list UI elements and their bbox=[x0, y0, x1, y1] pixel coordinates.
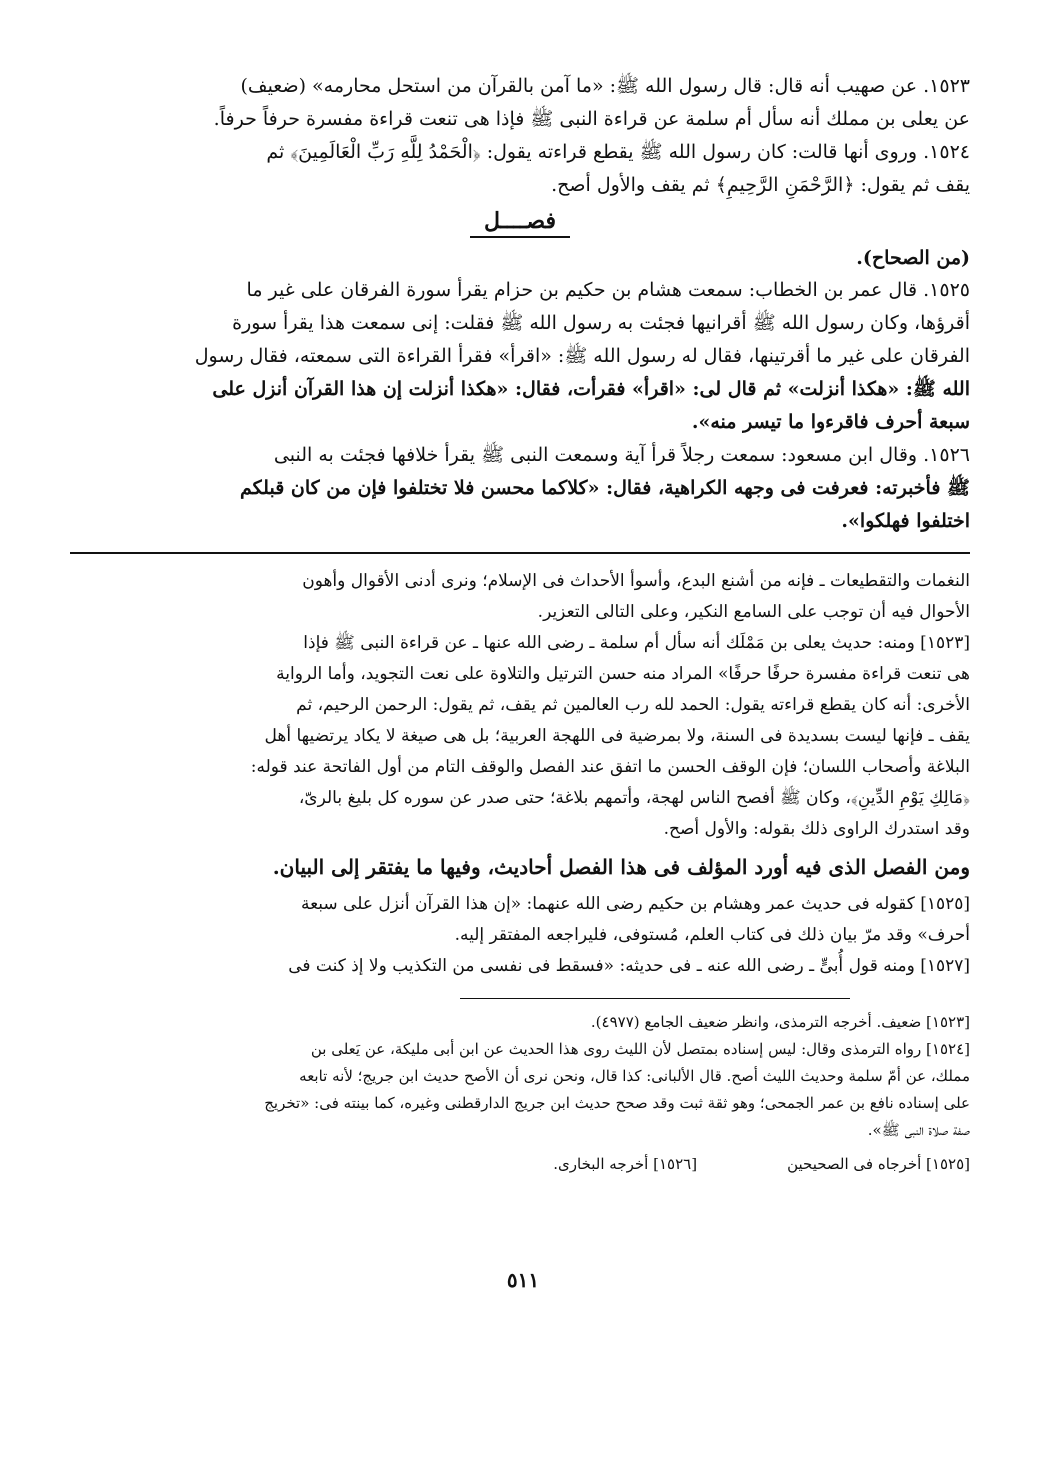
footnote-1526: [١٥٢٦] أخرجه البخارى. bbox=[553, 1155, 698, 1173]
footnote-pair bbox=[70, 1150, 970, 1178]
footnote-divider bbox=[460, 998, 850, 999]
section-heading-fasl: فصــــل bbox=[70, 208, 970, 234]
commentary-line: الأخرى: أنه كان يقطع قراءته يقول: الحمد لله رب العالمين ثم يقف، ثم يقول: الرحمن الرحيم، ثم bbox=[296, 695, 970, 715]
footnote-line: [١٥٢٤] رواه الترمذى وقال: ليس إسناده بمتصل لأن الليث روى هذا الحديث عن ابن أبى مليكة، عن يَعلى بن bbox=[310, 1040, 970, 1058]
main-line: ١٥٢٣. عن صهيب أنه قال: قال رسول الله ﷺ: «ما آمن بالقرآن من استحل محارمه» (ضعيف) bbox=[240, 75, 970, 97]
footnotes bbox=[70, 1009, 970, 1178]
main-line: الفرقان على غير ما أقرتينها، فقال له رسول الله ﷺ: «اقرأ» فقرأ القراءة التى سمعته، فقال رسول bbox=[194, 345, 970, 367]
commentary-line: وقد استدرك الراوى ذلك بقوله: والأول أصح. bbox=[663, 819, 970, 839]
commentary-line: أحرف» وقد مرّ بيان ذلك فى كتاب العلم، مُستوفى، فليراجعه المفتقر إليه. bbox=[454, 925, 970, 945]
main-line: ﷺ فأخبرته: فعرفت فى وجهه الكراهية، فقال: «كلاكما محسن فلا تختلفوا فإن من كان قبلكم bbox=[240, 477, 970, 499]
hadith-block-2 bbox=[70, 274, 970, 538]
commentary-line: ﴿مَالِكِ يَوْمِ الدِّينِ﴾، وكان ﷺ أفصح الناس لهجة، وأتمهم بلاغة؛ حتى صدر عن سوره كل بليغ بالرىّ، bbox=[298, 788, 970, 808]
main-line: ١٥٢٥. قال عمر بن الخطاب: سمعت هشام بن حكيم بن حزام يقرأ سورة الفرقان على غير ما bbox=[246, 279, 970, 301]
footnote-line: مملك، عن أمّ سلمة وحديث الليث أصح. قال الألبانى: كذا قال، ونحن نرى أن الأصح حديث ابن جريج؛ لأنه تابعه bbox=[299, 1067, 970, 1085]
commentary-line: الأحوال فيه أن توجب على السامع النكير، وعلى التالى التعزير. bbox=[537, 602, 970, 622]
main-line: الله ﷺ: «هكذا أنزلت» ثم قال لى: «اقرأ» فقرأت، فقال: «هكذا أنزلت إن هذا القرآن أنزل على bbox=[212, 378, 970, 400]
main-line: اختلفوا فهلكوا». bbox=[841, 510, 970, 532]
commentary-line: [١٥٢٣] ومنه: حديث يعلى بن مَمْلَك أنه سأل أم سلمة ـ رضى الله عنها ـ عن قراءة النبى ﷺ فإذا bbox=[303, 633, 970, 653]
commentary-line: هى تنعت قراءة مفسرة حرفًا حرفًا» المراد منه حسن الترتيل والتلاوة على نعت التجويد، وأما الرواية bbox=[276, 664, 970, 684]
page-body bbox=[70, 70, 970, 1178]
main-line: عن يعلى بن مملك أنه سأل أم سلمة عن قراءة النبى ﷺ فإذا هى تنعت قراءة مفسرة حرفاً حرفاً. bbox=[213, 108, 970, 130]
commentary-section-heading: ومن الفصل الذى فيه أورد المؤلف فى هذا الفصل أحاديث، وفيها ما يفتقر إلى البيان. bbox=[272, 855, 970, 879]
commentary-block bbox=[70, 566, 970, 982]
commentary-line: النغمات والتقطيعات ـ فإنه من أشنع البدع، وأسوأ الأحداث فى الإسلام؛ ونرى أدنى الأقوال وأهون bbox=[302, 571, 970, 591]
commentary-line: [١٥٢٧] ومنه قول أُبىٍّ ـ رضى الله عنه ـ فى حديثه: «فسقط فى نفسى من التكذيب ولا إذ كنت فى bbox=[288, 956, 970, 976]
footnote-line: [١٥٢٣] ضعيف. أخرجه الترمذى، وانظر ضعيف الجامع (٤٩٧٧). bbox=[590, 1013, 970, 1031]
main-line: سبعة أحرف فاقرءوا ما تيسر منه». bbox=[691, 411, 970, 433]
main-line: ١٥٢٤. وروى أنها قالت: كان رسول الله ﷺ يقطع قراءته يقول: ﴿الْحَمْدُ لِلَّهِ رَبِّ الْعَالَمِينَ﴾ ثم bbox=[266, 141, 970, 163]
page-number: ٥١١ bbox=[506, 1268, 540, 1292]
commentary-line: البلاغة وأصحاب اللسان؛ فإن الوقف الحسن ما اتفق عند الفصل والوقف التام من أول الفاتحة عند قوله: bbox=[250, 757, 970, 777]
section-subheading: (من الصحاح). bbox=[856, 247, 970, 269]
footnote-line: على إسناده نافع بن عمر الجمحى؛ وهو ثقة ثبت وقد صحح حديث ابن جريج الدارقطنى وغيره، كما بينته فى: «تخريج bbox=[264, 1094, 970, 1112]
footnote-1525: [١٥٢٥] أخرجاه فى الصحيحين bbox=[787, 1155, 970, 1173]
divider bbox=[70, 552, 970, 554]
main-line: يقف ثم يقول: ﴿الرَّحْمَنِ الرَّحِيمِ﴾ ثم يقف والأول أصح. bbox=[551, 174, 970, 196]
commentary-line: يقف ـ فإنها ليست بسديدة فى السنة، ولا بمرضية فى اللهجة العربية؛ بل هى صيغة لا يكاد يرتضيها أهل bbox=[264, 726, 970, 746]
hadith-block-1 bbox=[70, 70, 970, 202]
main-line: ١٥٢٦. وقال ابن مسعود: سمعت رجلاً قرأ آية وسمعت النبى ﷺ يقرأ خلافها فجئت به النبى bbox=[273, 444, 970, 466]
commentary-line: [١٥٢٥] كقوله فى حديث عمر وهشام بن حكيم رضى الله عنهما: «إن هذا القرآن أنزل على سبعة bbox=[300, 894, 970, 914]
main-line: أقرؤها، وكان رسول الله ﷺ أقرانيها فجئت به رسول الله ﷺ فقلت: إنى سمعت هذا يقرأ سورة bbox=[232, 312, 970, 334]
footnote-line: صفة صلاة النبى ﷺ». bbox=[867, 1121, 970, 1139]
